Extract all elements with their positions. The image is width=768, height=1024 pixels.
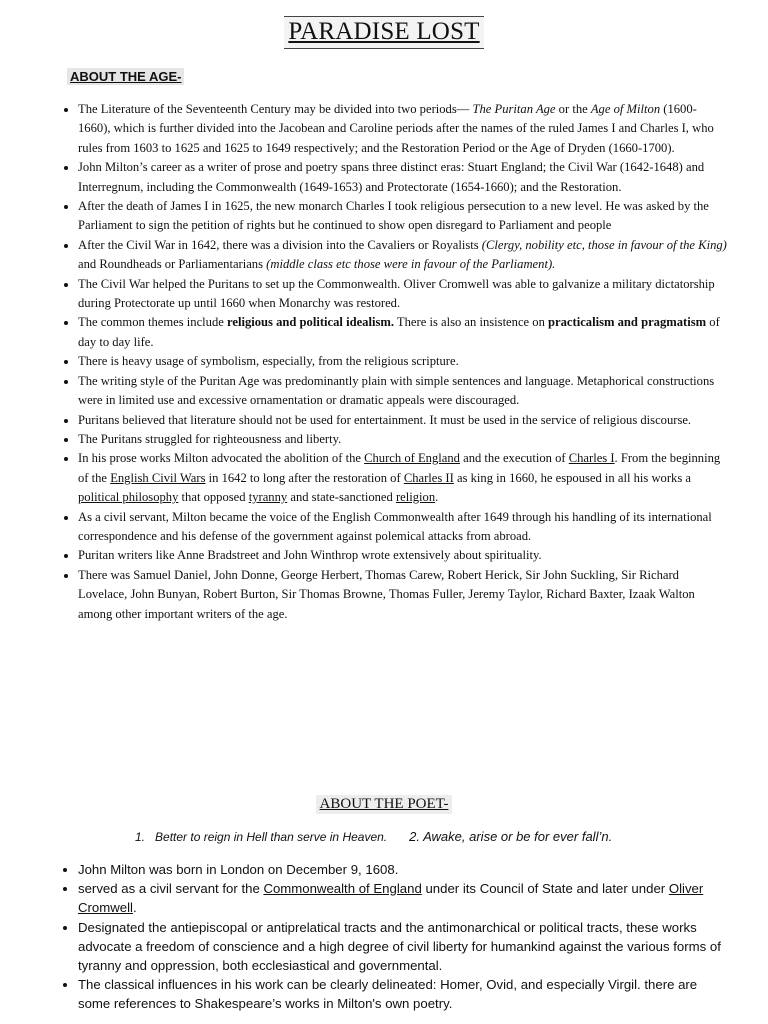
text: The Puritans struggled for righteousness and liberty. [78, 431, 342, 446]
list-item [78, 275, 728, 314]
text: as king in 1660, he espoused in all his works a [453, 470, 691, 485]
list-item [78, 158, 728, 197]
bold-text: practicalism and pragmatism [548, 315, 707, 330]
list-item [78, 372, 728, 411]
text: served as a civil servant for the [78, 881, 264, 897]
text: John Milton’s career as a writer of prose and poetry spans three distinct eras: Stuart England; the Civil War (1642-1648) and Interregnum, including the Commonwealth (1649-1653) and Protectorate (1654-1660); and the Restoration. [78, 160, 705, 194]
text: and state-sanctioned [287, 490, 396, 505]
text: After the Civil War in 1642, there was a division into the Cavaliers or Royalists [78, 237, 482, 252]
link-political-philosophy[interactable]: political philosophy [78, 490, 179, 505]
link-church-of-england[interactable]: Church of England [364, 451, 460, 466]
list-item [78, 508, 728, 547]
text: In his prose works Milton advocated the abolition of the [78, 451, 365, 466]
list-item [78, 918, 728, 976]
quotes-line [135, 829, 612, 844]
text: The classical influences in his work can be clearly delineated: Homer, Ovid, and especially Virgil. there are some references to Shakespeare’s works in Milton's own poetry. [78, 977, 698, 1012]
list-item [78, 100, 728, 158]
section-heading-poet: ABOUT THE POET- [316, 795, 453, 814]
text: The writing style of the Puritan Age was predominantly plain with simple sentences and language. Metaphorical constructions were in limited use and excessive ornamentation or dramatic appeals were discouraged. [78, 373, 715, 408]
link-commonwealth-of-england[interactable]: Commonwealth of England [263, 881, 422, 897]
italic-text: (Clergy, nobility etc, those in favour of the King) [481, 237, 727, 252]
text: The Literature of the Seventeenth Century may be divided into two periods— [78, 102, 473, 116]
text: and Roundheads or Parliamentarians [78, 257, 267, 272]
list-item [78, 411, 728, 430]
list-item [78, 313, 728, 352]
link-charles-ii[interactable]: Charles II [403, 470, 454, 485]
link-oliver-cromwell[interactable]: Oliver Cromwell [78, 881, 704, 916]
text: (1600-1660), which is further divided into the Jacobean and Caroline periods after the names of the ruled James I and Charles I, who rules from 1603 to 1625 and 1625 to 1649 respectively; and the Restoration Period or the Age of Dryden (1660-1700). [78, 102, 714, 155]
text: Designated the antiepiscopal or antiprelatical tracts and the antimonarchical or political tracts, these works advocate a freedom of conscience and a high degree of civil liberty for humankind against the various forms of tyranny and oppression, both ecclesiastical and governmental. [78, 919, 721, 974]
list-item [78, 236, 728, 275]
quote-1: 1. Better to reign in Hell than serve in Heaven. [135, 830, 388, 844]
italic-text: The Puritan Age [472, 102, 556, 116]
text: in 1642 to long after the restoration of [205, 470, 404, 485]
link-charles-i[interactable]: Charles I [568, 451, 615, 466]
list-item [78, 449, 728, 507]
text: There was Samuel Daniel, John Donne, George Herbert, Thomas Carew, Robert Herick, Sir John Suckling, Sir Richard Lovelace, John Bunyan, Robert Burton, Sir Thomas Browne, Thomas Fuller, Jeremy Taylor, Richard Baxter, Izaak Walton among other important writers of the age. [78, 567, 695, 621]
text: of day to day life. [78, 315, 720, 349]
text: or the [555, 102, 591, 116]
link-religion[interactable]: religion [395, 490, 436, 505]
quote-2: 2. Awake, arise or be for ever fall’n. [409, 829, 613, 844]
text: Puritans believed that literature should not be used for entertainment. It must be used in the service of religious discourse. [78, 412, 692, 427]
text: There is also an insistence on [394, 315, 549, 330]
text: . From the beginning of the [78, 451, 721, 485]
section-heading-age: ABOUT THE AGE- [67, 68, 184, 85]
list-item [78, 975, 728, 1013]
text: The Civil War helped the Puritans to set up the Commonwealth. Oliver Cromwell was able to galvanize a military dictatorship during Protectorate up until 1660 when Monarchy was restored. [78, 276, 715, 311]
list-item [78, 430, 728, 449]
list-item [78, 546, 728, 565]
text: As a civil servant, Milton became the voice of the English Commonwealth after 1649 through his handling of its international correspondence and his defense of the government against polemical attacks from abroad. [78, 509, 712, 543]
page-title: PARADISE LOST [284, 16, 483, 49]
link-tyranny[interactable]: tyranny [248, 490, 288, 505]
text: John Milton was born in London on December 9, 1608. [78, 862, 399, 877]
italic-text: Age of Milton [590, 102, 661, 116]
text: that opposed [178, 490, 249, 505]
list-item [78, 879, 728, 917]
poet-bullet-list [58, 860, 728, 1014]
title-container [0, 16, 768, 49]
text: . [435, 490, 439, 505]
text: Puritan writers like Anne Bradstreet and John Winthrop wrote extensively about spirituality. [78, 548, 542, 563]
text: There is heavy usage of symbolism, especially, from the religious scripture. [78, 354, 459, 369]
text: . [132, 900, 137, 916]
section-heading-container [0, 795, 768, 814]
list-item [78, 352, 728, 371]
list-item [78, 566, 728, 624]
list-item [78, 197, 728, 236]
link-english-civil-wars[interactable]: English Civil Wars [110, 470, 206, 485]
text: and the execution of [459, 451, 569, 466]
italic-text: (middle class etc those were in favour of the Parliament). [266, 257, 556, 272]
list-item [78, 860, 728, 879]
text: After the death of James I in 1625, the new monarch Charles I took religious persecution to a new level. He was asked by the Parliament to sign the petition of rights but he continued to show open disregard to Parliament and people [78, 199, 709, 233]
text: under its Council of State and later under [421, 881, 669, 897]
age-bullet-list [56, 100, 728, 624]
text: The common themes include [78, 315, 227, 330]
bold-text: religious and political idealism. [227, 315, 395, 330]
